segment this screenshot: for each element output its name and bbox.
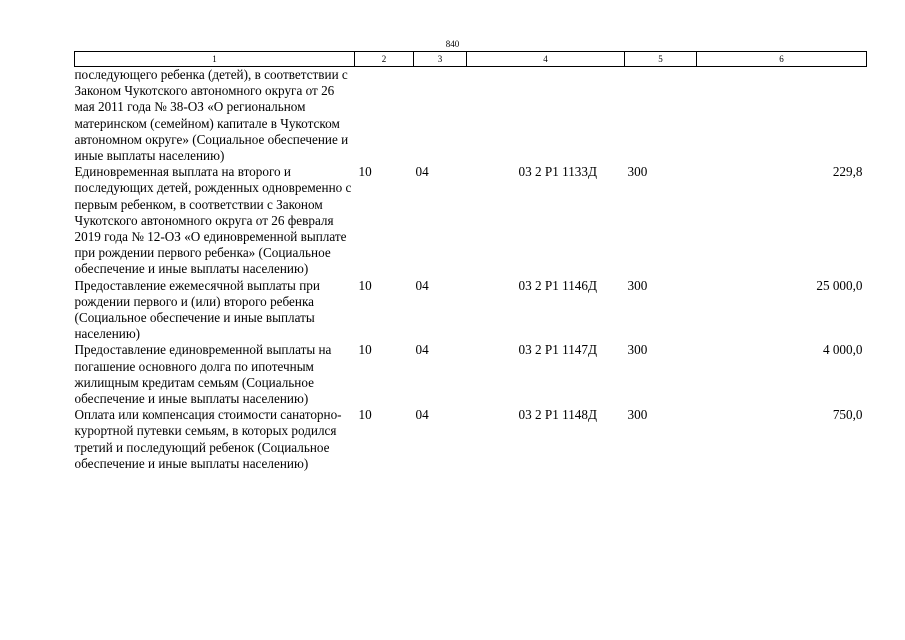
column-header-5: 5 xyxy=(625,52,697,67)
expense-name-cell: Предоставление единовременной выплаты на погашение основного долга по ипотечным жилищным кредитам семьям (Социальное обеспечение и иные выплаты населению) xyxy=(74,342,332,407)
amount-cell: 25 000,0 xyxy=(816,277,863,293)
expense-name-cell: Единовременная выплата на второго и последующих детей, рожденных одновременно с первым ребенком, в соответствии с Законом Чукотского автономного округа от 26 февраля 2019 года № 12-ОЗ «О единовременной выплате при рождении первого ребенка» (Социальное обеспечение и иные выплаты населению) xyxy=(74,164,352,277)
column-header-6: 6 xyxy=(697,52,867,67)
subsection-cell: 04 xyxy=(415,277,429,293)
subsection-cell xyxy=(414,67,467,165)
subsection-cell: 04 xyxy=(415,342,429,358)
expense-name-cell: Предоставление ежемесячной выплаты при рождении первого и (или) второго ребенка (Социальное обеспечение и иные выплаты населению) xyxy=(74,277,320,342)
expense-name-cell: последующего ребенка (детей), в соответствии с Законом Чукотского автономного округа от 26 мая 2011 года № 38-ОЗ «О региональном материнском (семейном) капитале в Чукотском автономном округе» (Социальное обеспечение и иные выплаты населению) xyxy=(74,67,349,164)
budget-table xyxy=(74,51,867,472)
amount-cell: 229,8 xyxy=(832,164,863,180)
section-cell: 10 xyxy=(358,164,372,180)
amount-cell xyxy=(697,67,867,165)
target-article-cell: 03 2 P1 1147Д xyxy=(518,342,597,358)
column-number-header-row xyxy=(75,52,867,67)
table-row xyxy=(75,342,867,407)
target-article-cell: 03 2 P1 1133Д xyxy=(518,164,597,180)
section-cell: 10 xyxy=(358,342,372,358)
subsection-cell: 04 xyxy=(415,164,429,180)
subsection-cell: 04 xyxy=(415,407,429,423)
target-article-cell: 03 2 P1 1148Д xyxy=(518,407,597,423)
expense-type-cell: 300 xyxy=(627,407,648,423)
section-cell: 10 xyxy=(358,277,372,293)
amount-cell: 4 000,0 xyxy=(822,342,863,358)
expense-name-cell: Оплата или компенсация стоимости санаторно-курортной путевки семьям, в которых родился третий и последующий ребенок (Социальное обеспечение и иные выплаты населению) xyxy=(74,407,342,471)
table-row xyxy=(75,164,867,277)
expense-type-cell xyxy=(625,67,697,165)
column-header-1: 1 xyxy=(75,52,355,67)
section-cell xyxy=(355,67,414,165)
expense-type-cell: 300 xyxy=(627,277,648,293)
amount-cell: 750,0 xyxy=(832,407,863,423)
table-row xyxy=(75,67,867,165)
column-header-2: 2 xyxy=(355,52,414,67)
target-article-cell xyxy=(467,67,625,165)
page-number: 840 xyxy=(445,39,460,49)
section-cell: 10 xyxy=(358,407,372,423)
table-row xyxy=(75,407,867,472)
expense-type-cell: 300 xyxy=(627,164,648,180)
table-row xyxy=(75,278,867,343)
target-article-cell: 03 2 P1 1146Д xyxy=(518,277,597,293)
expense-type-cell: 300 xyxy=(627,342,648,358)
column-header-4: 4 xyxy=(467,52,625,67)
column-header-3: 3 xyxy=(414,52,467,67)
